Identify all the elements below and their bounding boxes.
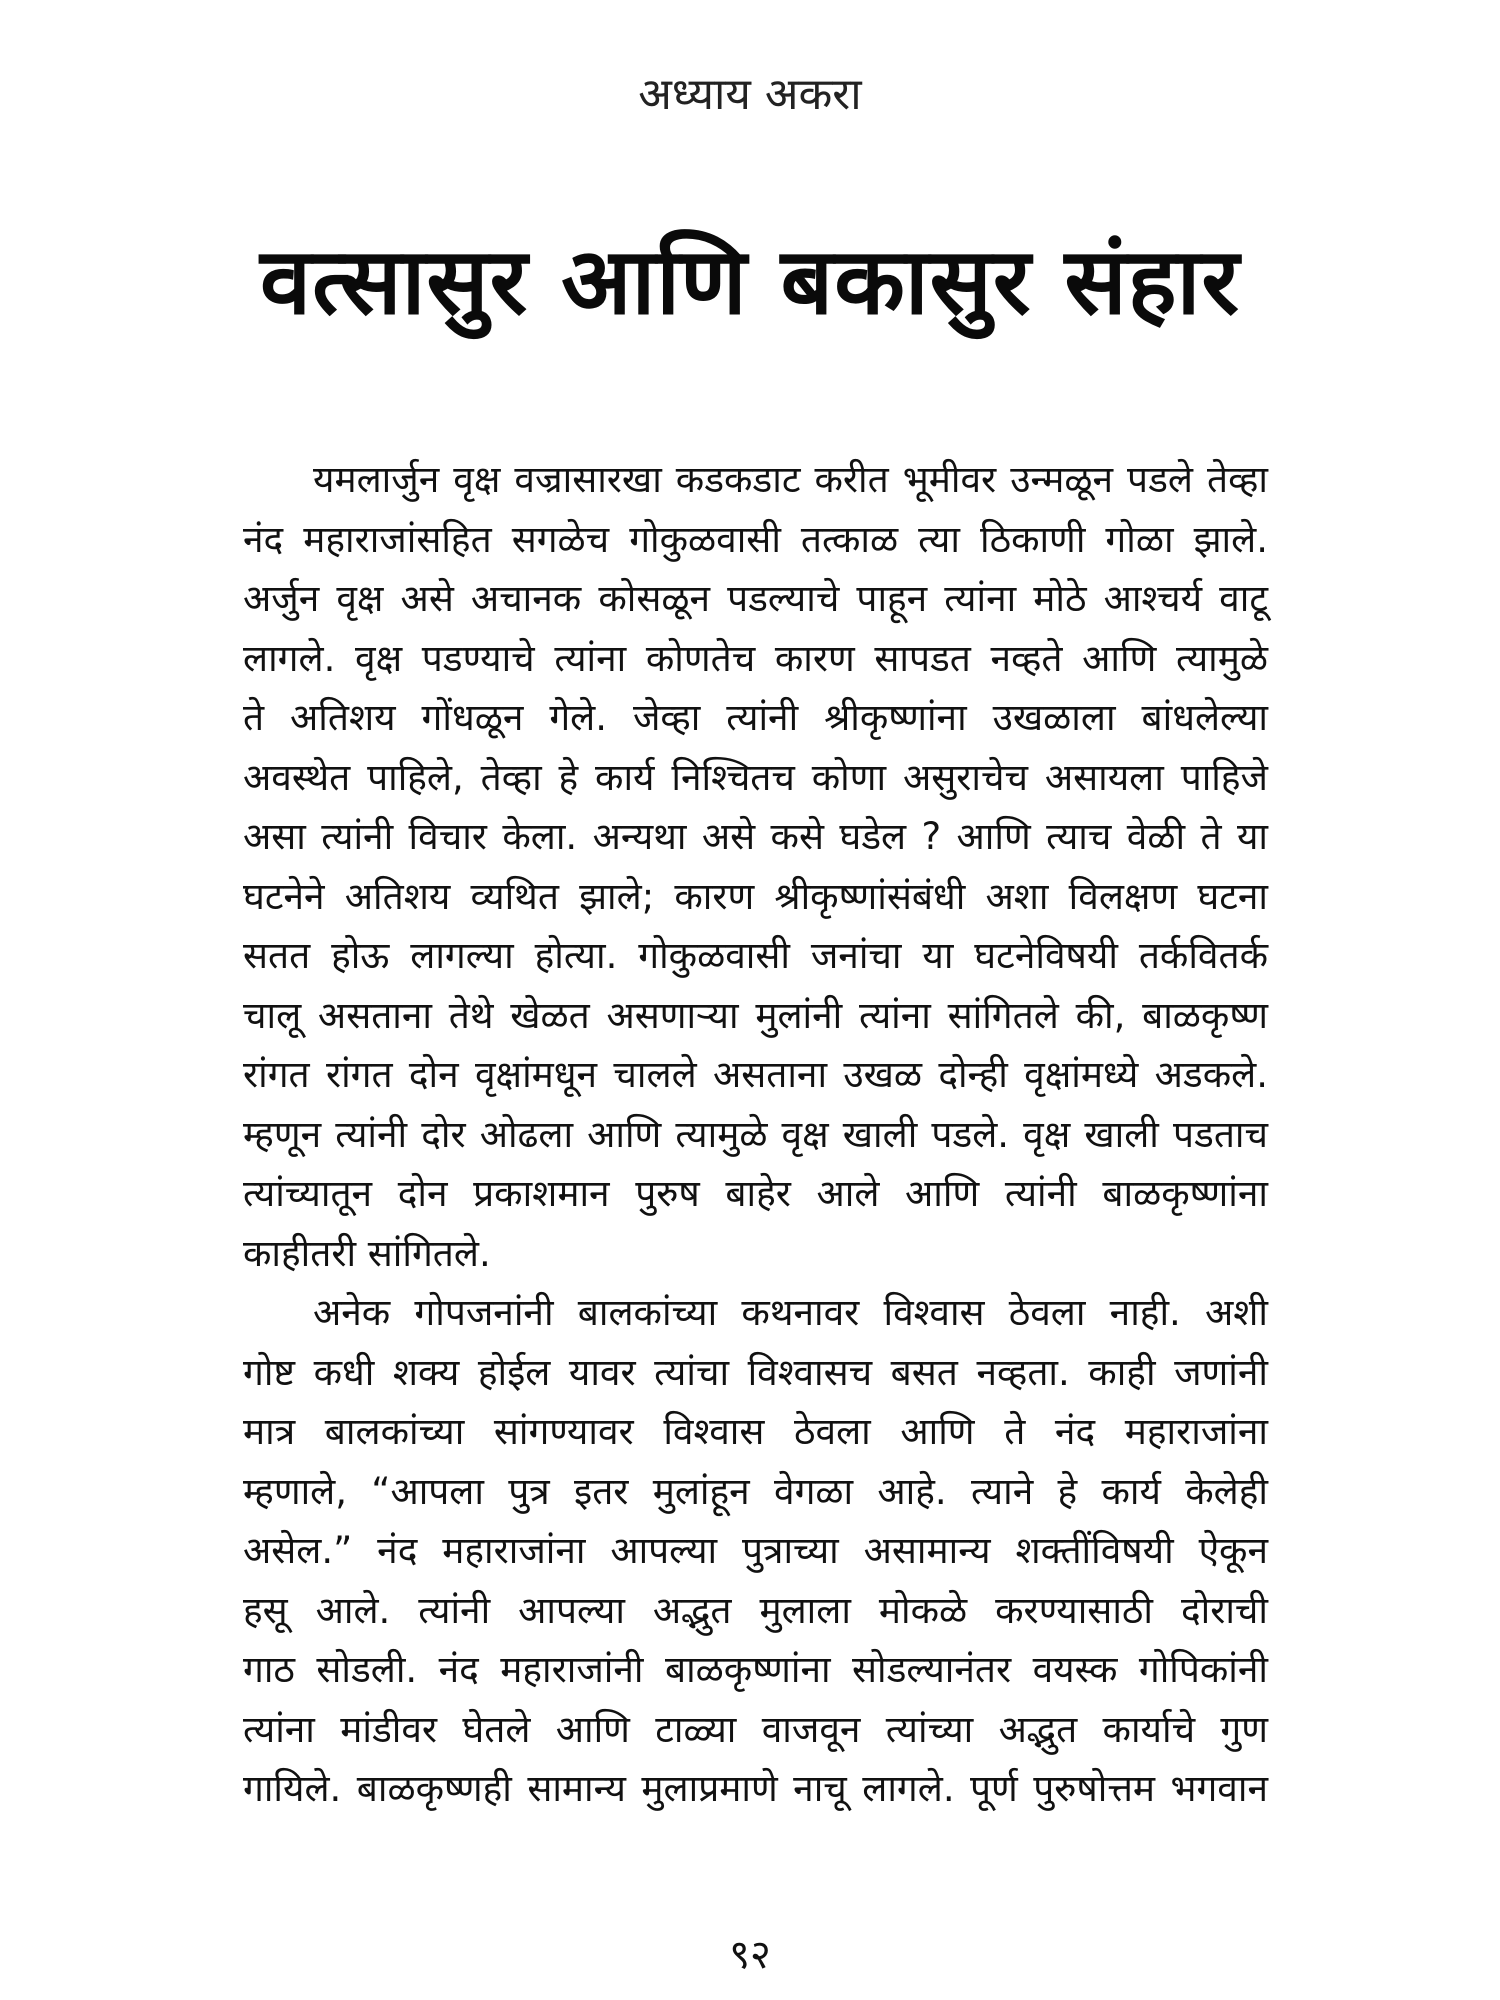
text-line: अर्जुन वृक्ष असे अचानक कोसळून पडल्याचे पाहून त्यांना मोठे आश्चर्य वाटू	[243, 577, 1268, 620]
text-line: रांगत रांगत दोन वृक्षांमधून चालले असताना उखळ दोन्ही वृक्षांमध्ये अडकले.	[243, 1053, 1268, 1096]
text-line: मात्र बालकांच्या सांगण्यावर विश्वास ठेवला आणि ते नंद महाराजांना	[243, 1410, 1268, 1453]
text-line: त्यांच्यातून दोन प्रकाशमान पुरुष बाहेर आले आणि त्यांनी बाळकृष्णांना	[243, 1172, 1268, 1215]
text-line: गाठ सोडली. नंद महाराजांनी बाळकृष्णांना सोडल्यानंतर वयस्क गोपिकांनी	[243, 1648, 1268, 1691]
text-line: लागले. वृक्ष पडण्याचे त्यांना कोणतेच कारण सापडत नव्हते आणि त्यामुळे	[243, 636, 1268, 680]
text-line: घटनेने अतिशय व्यथित झाले; कारण श्रीकृष्णांसंबंधी अशा विलक्षण घटना	[243, 874, 1268, 918]
chapter-heading: अध्याय अकरा	[638, 69, 862, 120]
text-line: असेल.” नंद महाराजांना आपल्या पुत्राच्या असामान्य शक्तींविषयी ऐकून	[243, 1529, 1268, 1572]
text-line: त्यांना मांडीवर घेतले आणि टाळ्या वाजवून त्यांच्या अद्भुत कार्याचे गुण	[243, 1707, 1268, 1751]
page-number: ९२	[729, 1932, 771, 1978]
text-line: हसू आले. त्यांनी आपल्या अद्भुत मुलाला मोकळे करण्यासाठी दोराची	[243, 1588, 1268, 1632]
text-line: असा त्यांनी विचार केला. अन्यथा असे कसे घडेल ? आणि त्याच वेळी ते या	[243, 815, 1268, 858]
text-line: सतत होऊ लागल्या होत्या. गोकुळवासी जनांचा या घटनेविषयी तर्कवितर्क	[243, 934, 1268, 977]
text-line: म्हणून त्यांनी दोर ओढला आणि त्यामुळे वृक्ष खाली पडले. वृक्ष खाली पडताच	[243, 1112, 1268, 1156]
text-line: नंद महाराजांसहित सगळेच गोकुळवासी तत्काळ त्या ठिकाणी गोळा झाले.	[243, 517, 1268, 561]
text-line: चालू असताना तेथे खेळत असणाऱ्या मुलांनी त्यांना सांगितले की, बाळकृष्ण	[243, 993, 1268, 1037]
text-line: म्हणाले, “आपला पुत्र इतर मुलांहून वेगळा आहे. त्याने हे कार्य केलेही	[243, 1469, 1268, 1513]
text-line: काहीतरी सांगितले.	[243, 1231, 491, 1275]
text-line: गायिले. बाळकृष्णही सामान्य मुलाप्रमाणे नाचू लागले. पूर्ण पुरुषोत्तम भगवान	[243, 1767, 1268, 1810]
text-line: ते अतिशय गोंधळून गेले. जेव्हा त्यांनी श्रीकृष्णांना उखळाला बांधलेल्या	[243, 696, 1268, 739]
text-line: गोष्ट कधी शक्य होईल यावर त्यांचा विश्वासच बसत नव्हता. काही जणांनी	[243, 1350, 1268, 1394]
text-line: अवस्थेत पाहिले, तेव्हा हे कार्य निश्चितच कोणा असुराचेच असायला पाहिजे	[243, 755, 1268, 799]
text-line: यमलार्जुन वृक्ष वज्रासारखा कडकडाट करीत भूमीवर उन्मळून पडले तेव्हा	[313, 458, 1268, 501]
body-text	[243, 450, 1268, 1819]
page-title: वत्सासुर आणि बकासुर संहार	[259, 228, 1241, 335]
text-line: अनेक गोपजनांनी बालकांच्या कथनावर विश्वास ठेवला नाही. अशी	[313, 1291, 1268, 1334]
